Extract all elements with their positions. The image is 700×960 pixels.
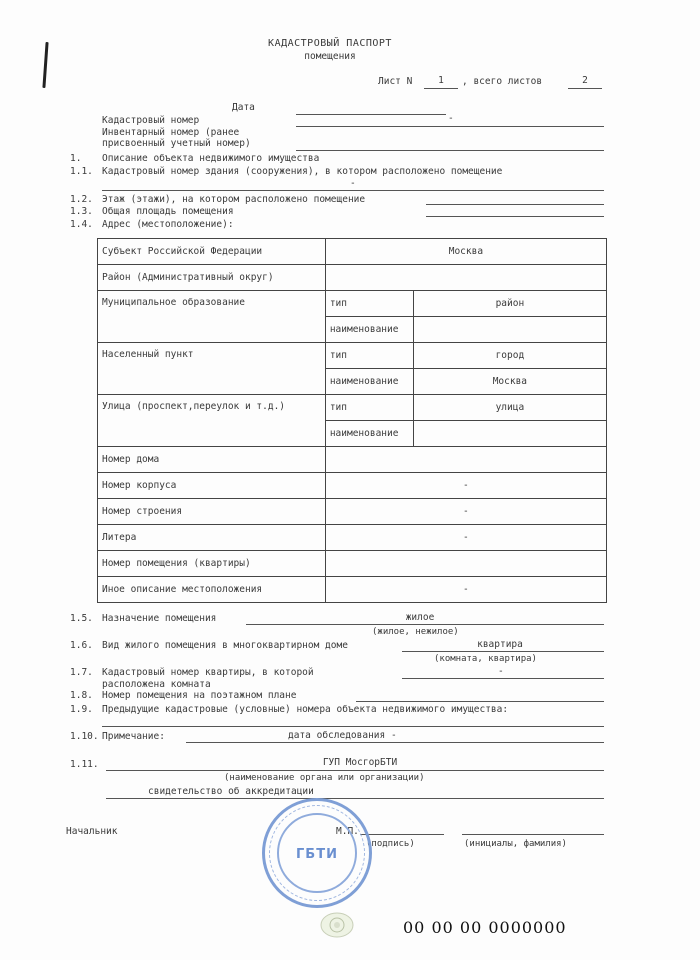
section-1-6-line <box>402 651 604 652</box>
district-value <box>325 265 606 291</box>
section-1-5-hint: (жилое, нежилое) <box>372 627 459 637</box>
table-row <box>98 447 607 473</box>
section-1-2-label: Этаж (этажи), на котором расположено помещение <box>102 194 366 205</box>
settlement-name-value: Москва <box>413 369 606 395</box>
total-sheets-label: , всего листов <box>462 76 543 87</box>
street-label: Улица (проспект,переулок и т.д.) <box>98 395 326 447</box>
table-row <box>98 395 607 421</box>
subject-value: Москва <box>325 239 606 265</box>
table-row <box>98 473 607 499</box>
table-row <box>98 343 607 369</box>
municipal-type-value: район <box>413 291 606 317</box>
other-label: Иное описание местоположения <box>98 577 326 603</box>
section-1-label: Описание объекта недвижимого имущества <box>102 153 320 164</box>
total-sheets-number: 2 <box>582 75 588 86</box>
table-row <box>98 239 607 265</box>
room-label: Номер помещения (квартиры) <box>98 551 326 577</box>
house-value <box>325 447 606 473</box>
municipal-type-label: тип <box>325 291 413 317</box>
building-label: Номер строения <box>98 499 326 525</box>
section-1-3-label: Общая площадь помещения <box>102 206 234 217</box>
section-1-3-line <box>426 216 604 217</box>
settlement-label: Населенный пункт <box>98 343 326 395</box>
signature-hint: (подпись) <box>366 839 415 849</box>
section-1-1-label: Кадастровый номер здания (сооружения), в котором расположено помещение <box>102 166 503 177</box>
section-1-8-line <box>356 701 604 702</box>
section-1-4-label: Адрес (местоположение): <box>102 219 234 230</box>
section-1-11-number: 1.11. <box>70 759 99 770</box>
sheet-number-line <box>424 88 458 89</box>
section-1-5-label: Назначение помещения <box>102 613 217 624</box>
section-1-3-number: 1.3. <box>70 206 93 217</box>
table-row <box>98 525 607 551</box>
section-1-6-label: Вид жилого помещения в многоквартирном доме <box>102 640 348 651</box>
section-1-4-number: 1.4. <box>70 219 93 230</box>
house-label: Номер дома <box>98 447 326 473</box>
municipal-name-label: наименование <box>325 317 413 343</box>
section-1-8-label: Номер помещения на поэтажном плане <box>102 690 297 701</box>
litera-value: - <box>325 525 606 551</box>
section-1-9-line <box>102 726 604 727</box>
inventory-label-1: Инвентарный номер (ранее <box>102 127 240 138</box>
section-1-10-value: дата обследования - <box>288 730 397 741</box>
district-label: Район (Административный округ) <box>98 265 326 291</box>
table-row <box>98 577 607 603</box>
mp-label: М.П. <box>336 826 359 837</box>
municipal-name-value <box>413 317 606 343</box>
section-1-2-number: 1.2. <box>70 194 93 205</box>
street-type-value: улица <box>413 395 606 421</box>
section-1-5-value: жилое <box>405 612 435 623</box>
table-row <box>98 265 607 291</box>
building-value: - <box>325 499 606 525</box>
section-1-9-label: Предыдущие кадастровые (условные) номера объекта недвижимого имущества: <box>102 704 509 715</box>
cadastral-line <box>296 126 604 127</box>
section-1-1-dash: - <box>350 178 356 189</box>
section-1-1-line <box>102 190 604 191</box>
stamp-text: ГБТИ <box>296 847 338 862</box>
name-hint: (инициалы, фамилия) <box>464 839 567 849</box>
section-1-7-number: 1.7. <box>70 667 93 678</box>
section-1-8-number: 1.8. <box>70 690 93 701</box>
korpus-value: - <box>325 473 606 499</box>
section-1-6-hint: (комната, квартира) <box>434 654 537 664</box>
document-subtitle: помещения <box>304 51 356 62</box>
settlement-name-label: наименование <box>325 369 413 395</box>
table-row <box>98 291 607 317</box>
section-1-1-number: 1.1. <box>70 166 93 177</box>
section-1-5-line <box>246 624 604 625</box>
hologram-seal-icon <box>318 910 356 940</box>
street-name-value <box>413 421 606 447</box>
settlement-type-value: город <box>413 343 606 369</box>
street-type-label: тип <box>325 395 413 421</box>
pen-mark <box>42 42 48 88</box>
date-line <box>296 114 446 115</box>
section-1-7-label-2: расположена комната <box>102 679 211 690</box>
section-1-7-line <box>402 678 604 679</box>
room-value <box>325 551 606 577</box>
signature-line <box>360 834 444 835</box>
section-1-number: 1. <box>70 153 82 164</box>
section-1-11-value: ГУП МосгорБТИ <box>322 757 398 768</box>
cadastral-dash: - <box>448 113 454 124</box>
section-1-11-line <box>106 770 604 771</box>
section-1-10-number: 1.10. <box>70 731 99 742</box>
subject-label: Субъект Российской Федерации <box>98 239 326 265</box>
section-1-11-cert-line <box>106 798 604 799</box>
korpus-label: Номер корпуса <box>98 473 326 499</box>
municipal-label: Муниципальное образование <box>98 291 326 343</box>
other-value: - <box>325 577 606 603</box>
section-1-5-number: 1.5. <box>70 613 93 624</box>
address-table <box>97 238 607 603</box>
section-1-9-number: 1.9. <box>70 704 93 715</box>
section-1-7-dash: - <box>498 666 504 677</box>
litera-label: Литера <box>98 525 326 551</box>
section-1-10-line <box>186 742 604 743</box>
section-1-2-line <box>426 204 604 205</box>
section-1-11-certificate: свидетельство об аккредитации <box>148 786 314 797</box>
total-sheets-line <box>568 88 602 89</box>
section-1-11-hint: (наименование органа или организации) <box>224 773 425 783</box>
table-row <box>98 499 607 525</box>
inventory-label-2: присвоенный учетный номер) <box>102 138 251 149</box>
cadastral-label: Кадастровый номер <box>102 115 200 126</box>
sheet-label: Лист N <box>378 76 413 87</box>
inventory-line <box>296 150 604 151</box>
document-number: 00 00 00 0000000 <box>403 918 567 937</box>
section-1-10-label: Примечание: <box>102 731 165 742</box>
section-1-7-label-1: Кадастровый номер квартиры, в которой <box>102 667 314 678</box>
street-name-label: наименование <box>325 421 413 447</box>
sheet-number: 1 <box>438 75 444 86</box>
table-row <box>98 551 607 577</box>
section-1-6-number: 1.6. <box>70 640 93 651</box>
chief-label: Начальник <box>66 826 118 837</box>
section-1-6-value: квартира <box>477 639 523 650</box>
date-label: Дата <box>232 102 255 113</box>
name-line <box>462 834 604 835</box>
document-title: КАДАСТРОВЫЙ ПАСПОРТ <box>268 38 392 49</box>
settlement-type-label: тип <box>325 343 413 369</box>
round-stamp-icon <box>262 798 372 908</box>
